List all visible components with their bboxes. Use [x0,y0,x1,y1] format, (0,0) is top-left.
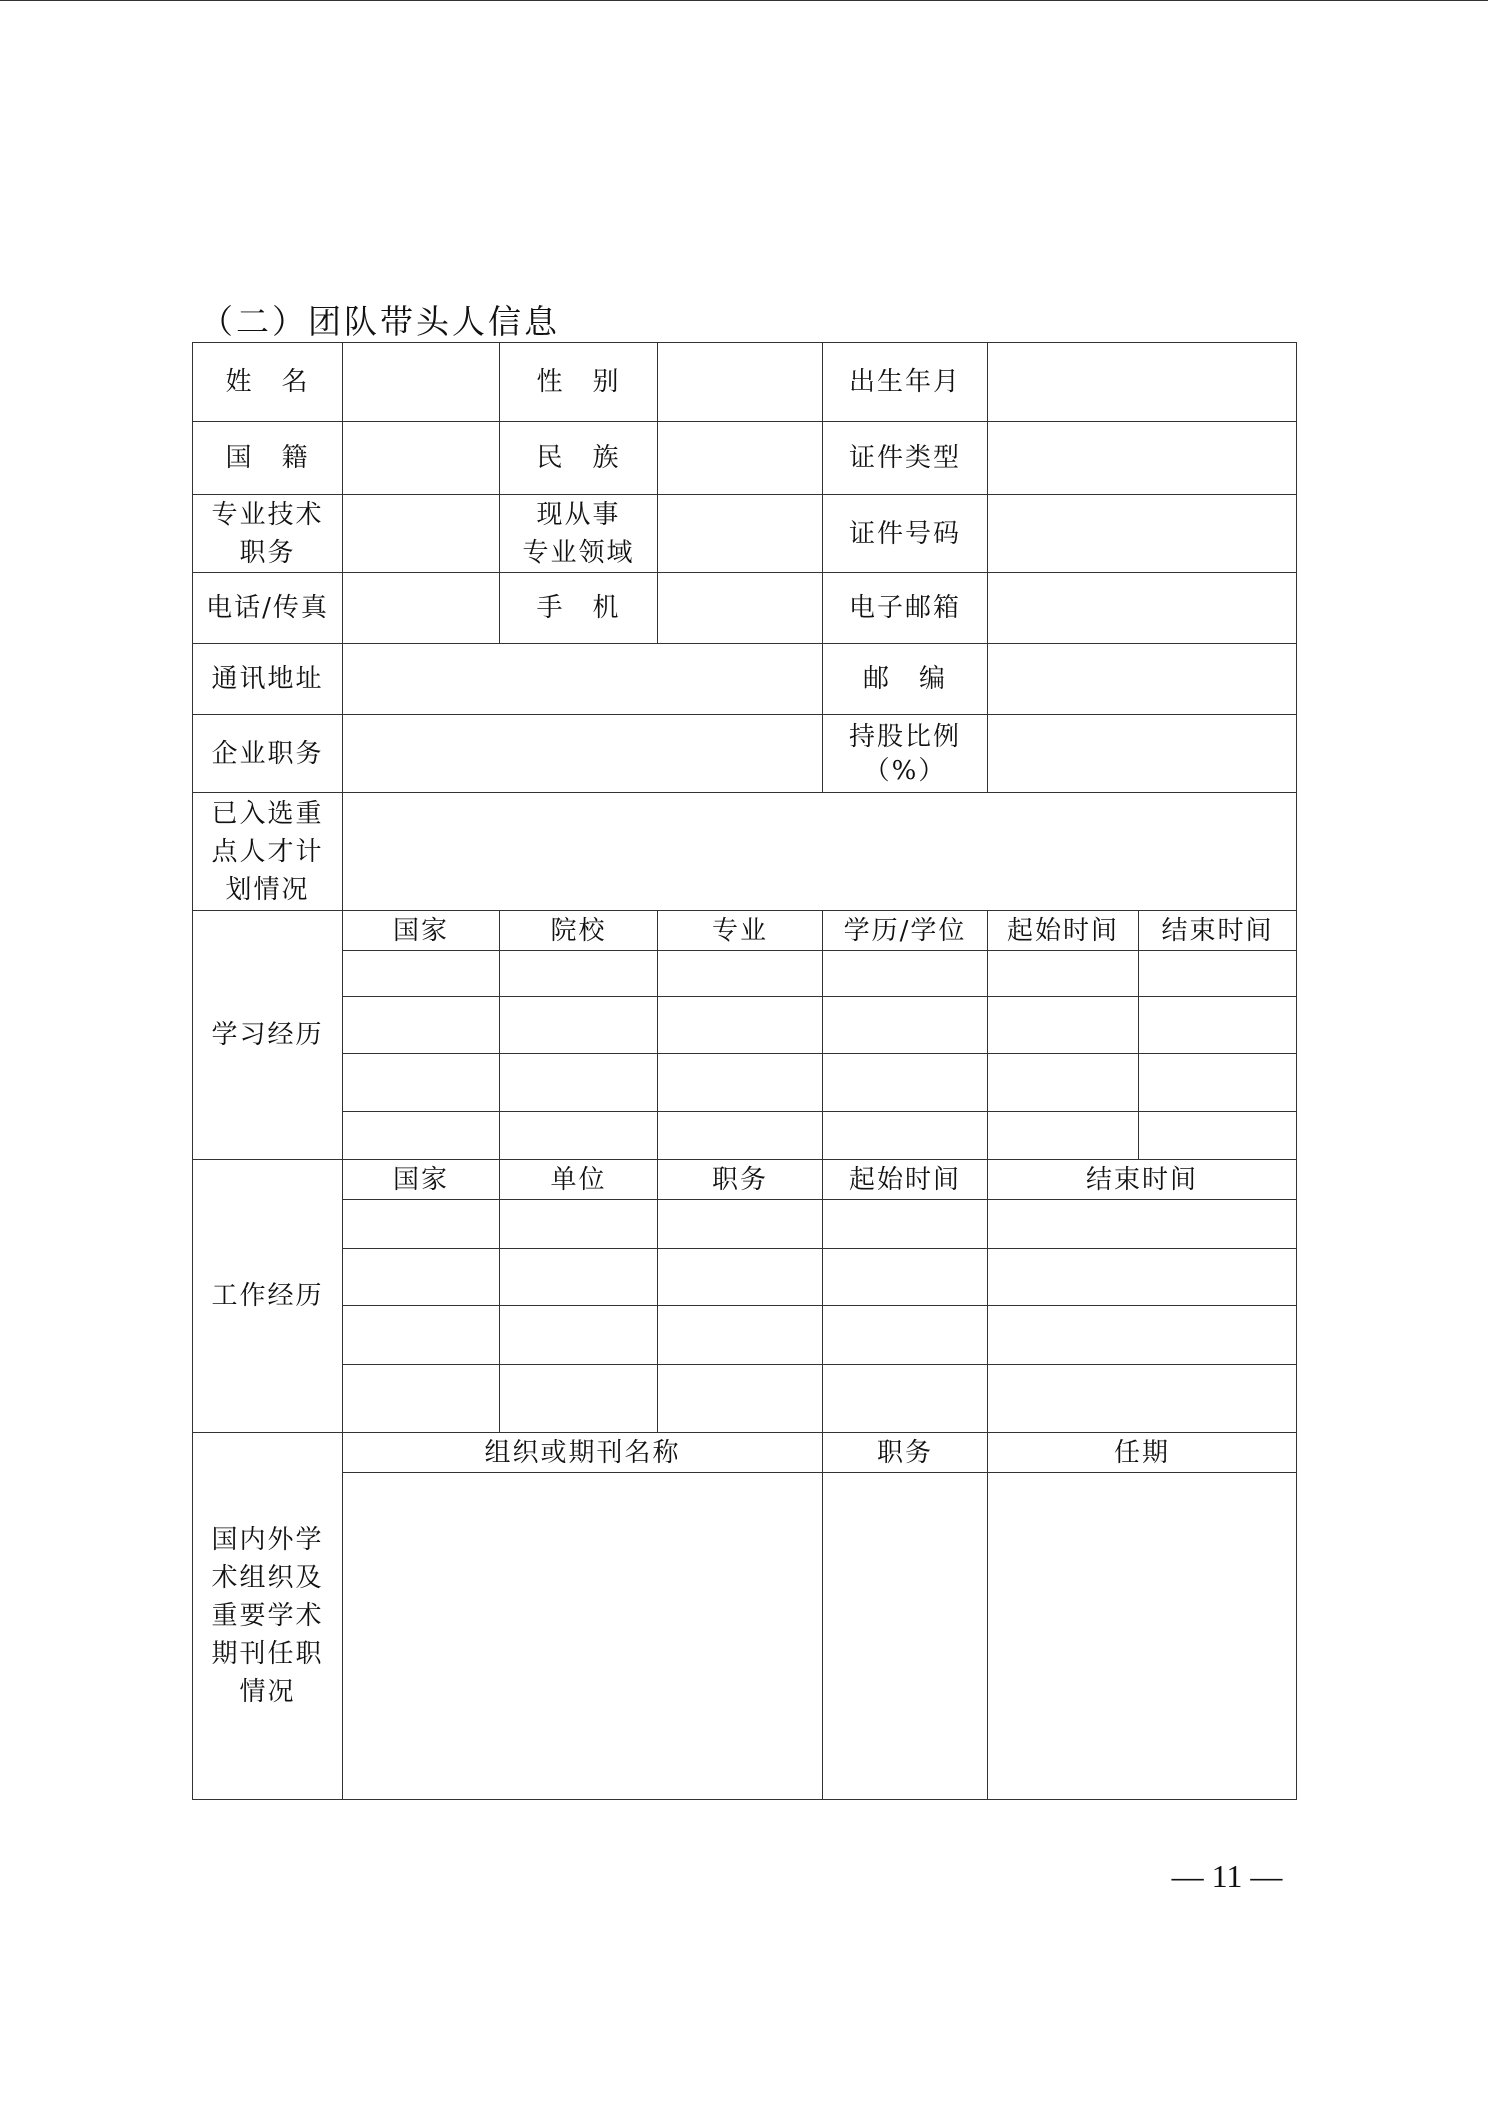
work-cell[interactable] [988,1306,1297,1365]
education-cell[interactable] [823,1112,988,1160]
education-cell[interactable] [658,997,823,1054]
work-cell[interactable] [500,1200,658,1249]
edu-header-major: 专业 [658,911,823,951]
work-cell[interactable] [500,1365,658,1433]
academic-role-field[interactable] [823,1473,988,1800]
share-field[interactable] [988,715,1297,793]
work-cell[interactable] [823,1200,988,1249]
education-cell[interactable] [1139,1054,1297,1112]
academic-header-org: 组织或期刊名称 [343,1433,823,1473]
gender-field[interactable] [658,343,823,422]
label-nationality: 国 籍 [193,422,343,495]
label-address: 通讯地址 [193,644,343,715]
work-cell[interactable] [823,1365,988,1433]
position-field[interactable] [343,715,823,793]
work-header-employer: 单位 [500,1160,658,1200]
page-edge [0,0,1488,1]
label-id-number: 证件号码 [823,495,988,573]
nationality-field[interactable] [343,422,500,495]
label-ethnicity: 民 族 [500,422,658,495]
work-cell[interactable] [343,1200,500,1249]
edu-header-country: 国家 [343,911,500,951]
label-mobile: 手 机 [500,573,658,644]
education-cell[interactable] [658,1112,823,1160]
work-cell[interactable] [658,1365,823,1433]
label-birth: 出生年月 [823,343,988,422]
education-cell[interactable] [343,997,500,1054]
education-cell[interactable] [823,951,988,997]
academic-header-term: 任期 [988,1433,1297,1473]
label-share: 持股比例 （%） [823,715,988,793]
birth-field[interactable] [988,343,1297,422]
label-title: 专业技术 职务 [193,495,343,573]
email-field[interactable] [988,573,1297,644]
academic-org-field[interactable] [343,1473,823,1800]
work-cell[interactable] [988,1200,1297,1249]
phone-field[interactable] [343,573,500,644]
label-work: 工作经历 [193,1160,343,1433]
education-cell[interactable] [343,1112,500,1160]
postcode-field[interactable] [988,644,1297,715]
page-number: — 11 — [1171,1858,1283,1894]
label-field: 现从事 专业领域 [500,495,658,573]
work-header-end: 结束时间 [988,1160,1297,1200]
work-header-role: 职务 [658,1160,823,1200]
name-field[interactable] [343,343,500,422]
edu-header-school: 院校 [500,911,658,951]
edu-header-start: 起始时间 [988,911,1139,951]
label-email: 电子邮箱 [823,573,988,644]
id-number-field[interactable] [988,495,1297,573]
education-cell[interactable] [343,1054,500,1112]
work-cell[interactable] [343,1306,500,1365]
education-cell[interactable] [1139,951,1297,997]
label-position: 企业职务 [193,715,343,793]
work-header-country: 国家 [343,1160,500,1200]
education-cell[interactable] [1139,1112,1297,1160]
education-cell[interactable] [988,997,1139,1054]
label-talent-plan: 已入选重 点人才计 划情况 [193,793,343,911]
education-cell[interactable] [500,1112,658,1160]
education-cell[interactable] [1139,997,1297,1054]
work-cell[interactable] [500,1306,658,1365]
education-cell[interactable] [988,951,1139,997]
label-academic: 国内外学 术组织及 重要学术 期刊任职 情况 [193,1433,343,1800]
education-cell[interactable] [343,951,500,997]
id-type-field[interactable] [988,422,1297,495]
label-education: 学习经历 [193,911,343,1160]
edu-header-degree: 学历/学位 [823,911,988,951]
work-cell[interactable] [823,1249,988,1306]
talent-plan-field[interactable] [343,793,1297,911]
academic-header-role: 职务 [823,1433,988,1473]
education-cell[interactable] [658,1054,823,1112]
education-cell[interactable] [500,997,658,1054]
label-phone: 电话/传真 [193,573,343,644]
section-title: （二）团队带头人信息 [200,302,560,341]
label-gender: 性 别 [500,343,658,422]
label-postcode: 邮 编 [823,644,988,715]
education-cell[interactable] [988,1054,1139,1112]
work-cell[interactable] [343,1249,500,1306]
ethnicity-field[interactable] [658,422,823,495]
work-cell[interactable] [988,1365,1297,1433]
work-cell[interactable] [658,1306,823,1365]
title-field[interactable] [343,495,500,573]
education-cell[interactable] [500,1054,658,1112]
address-field[interactable] [343,644,823,715]
work-cell[interactable] [658,1200,823,1249]
work-cell[interactable] [343,1365,500,1433]
work-cell[interactable] [500,1249,658,1306]
education-cell[interactable] [823,997,988,1054]
label-id-type: 证件类型 [823,422,988,495]
education-cell[interactable] [658,951,823,997]
work-cell[interactable] [658,1249,823,1306]
field-field[interactable] [658,495,823,573]
label-name: 姓 名 [193,343,343,422]
academic-term-field[interactable] [988,1473,1297,1800]
leader-info-form [192,342,1297,1800]
education-cell[interactable] [988,1112,1139,1160]
work-header-start: 起始时间 [823,1160,988,1200]
mobile-field[interactable] [658,573,823,644]
education-cell[interactable] [500,951,658,997]
edu-header-end: 结束时间 [1139,911,1297,951]
work-cell[interactable] [988,1249,1297,1306]
work-cell[interactable] [823,1306,988,1365]
education-cell[interactable] [823,1054,988,1112]
